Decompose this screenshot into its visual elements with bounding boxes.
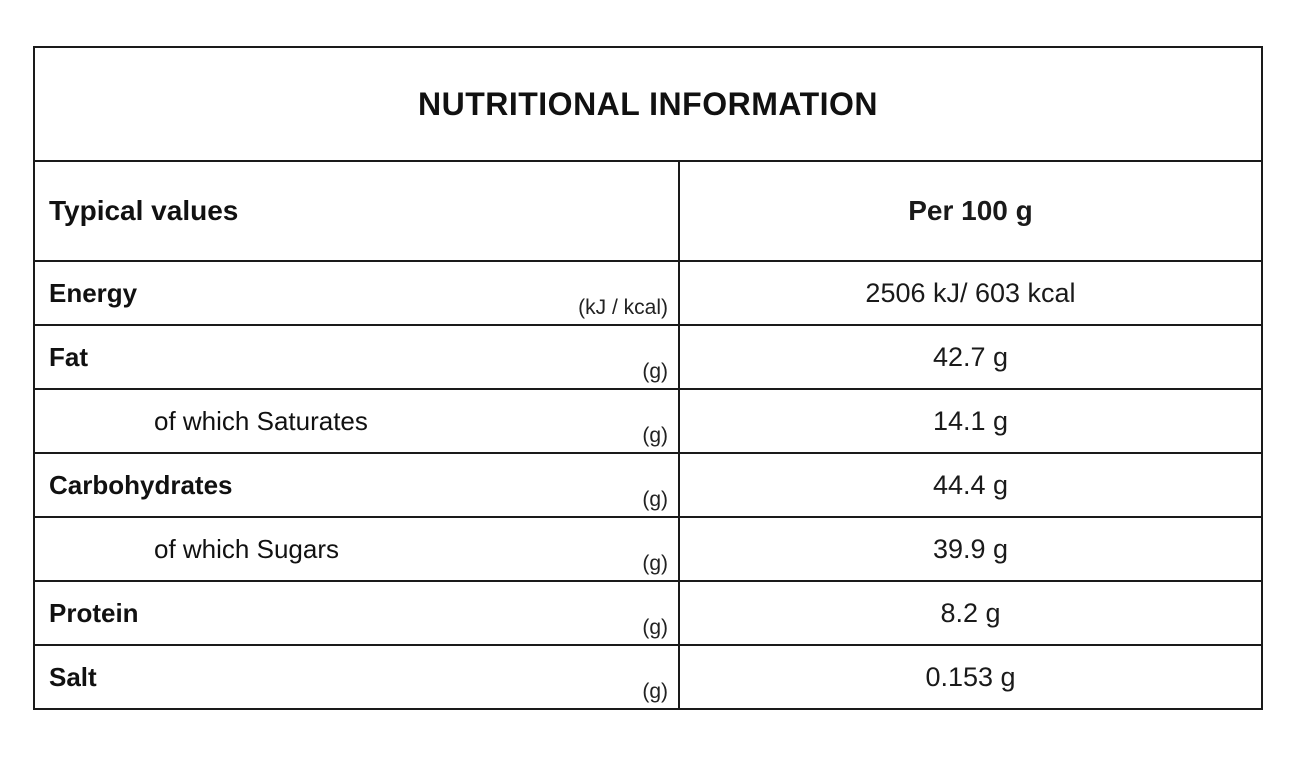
row-label-text: Protein	[49, 597, 139, 628]
table-row	[35, 582, 1261, 646]
row-value-cell: 42.7 g	[932, 341, 1009, 372]
table-row	[35, 390, 1261, 454]
table-row	[35, 326, 1261, 390]
row-value-cell: 39.9 g	[932, 533, 1009, 564]
row-unit-text: (g)	[642, 616, 668, 639]
row-value-cell: 44.4 g	[932, 469, 1009, 500]
row-label-text: Salt	[49, 661, 97, 692]
row-value-cell: 14.1 g	[932, 405, 1009, 436]
row-unit-text: (g)	[642, 488, 668, 511]
row-label-cell	[35, 646, 680, 708]
row-value-cell: 2506 kJ/ 603 kcal	[865, 277, 1076, 308]
table-title-row	[35, 48, 1261, 162]
header-value-cell: Per 100 g	[908, 195, 1033, 226]
row-unit-text: (g)	[642, 552, 668, 575]
header-label-cell	[35, 162, 680, 260]
table-header-row	[35, 162, 1261, 262]
table-row	[35, 518, 1261, 582]
row-label-cell	[35, 582, 680, 644]
row-unit-text: (g)	[642, 680, 668, 703]
row-label-text: of which Sugars	[154, 533, 339, 564]
row-value-cell: 8.2 g	[940, 597, 1001, 628]
table-row	[35, 454, 1261, 518]
row-unit-text: (kJ / kcal)	[578, 296, 668, 319]
nutrition-information-table	[33, 46, 1263, 710]
row-label-text: Carbohydrates	[49, 469, 233, 500]
row-label-text: Energy	[49, 277, 138, 308]
row-label-cell	[35, 518, 680, 580]
row-value-cell: 0.153 g	[925, 661, 1016, 692]
row-label-text: of which Saturates	[154, 405, 368, 436]
row-label-cell	[35, 262, 680, 324]
header-label-text: Typical values	[49, 195, 239, 226]
row-unit-text: (g)	[642, 424, 668, 447]
row-label-text: Fat	[49, 341, 88, 372]
page-title: NUTRITIONAL INFORMATION	[417, 85, 879, 122]
row-label-cell	[35, 390, 680, 452]
table-row	[35, 646, 1261, 708]
row-label-cell	[35, 326, 680, 388]
row-label-cell	[35, 454, 680, 516]
row-unit-text: (g)	[642, 360, 668, 383]
table-row	[35, 262, 1261, 326]
